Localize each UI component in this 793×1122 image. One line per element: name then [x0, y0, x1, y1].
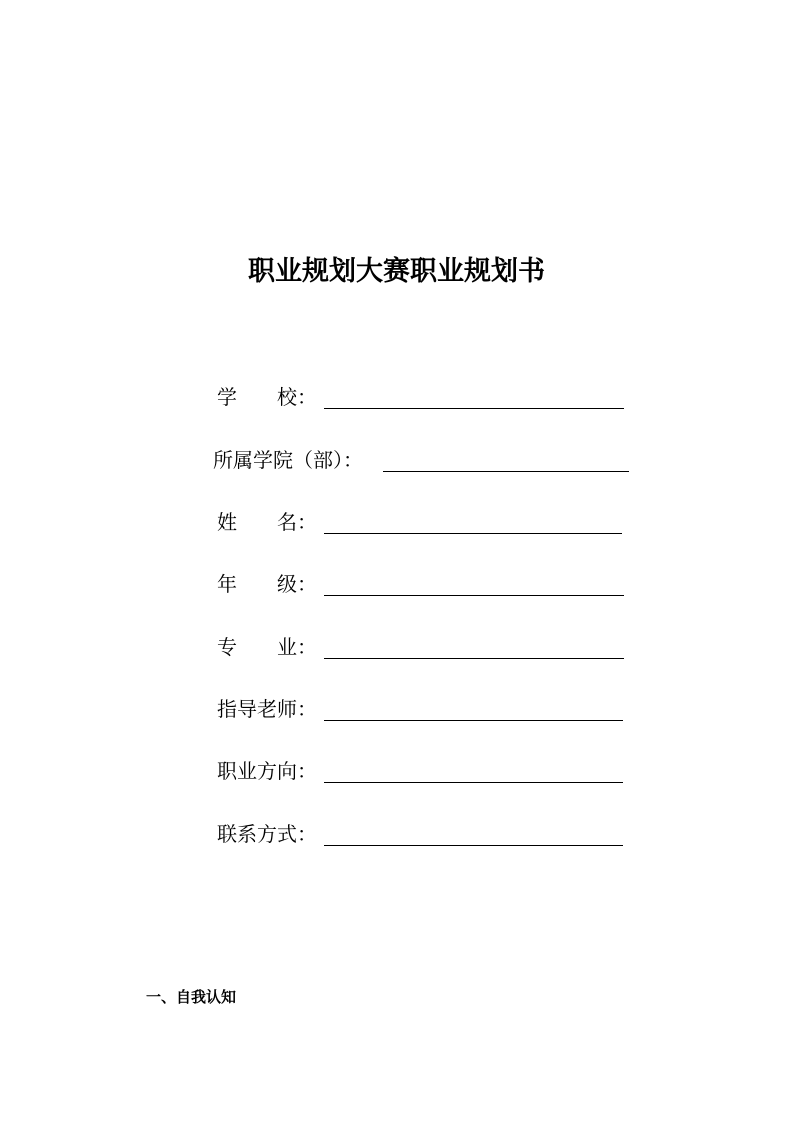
- blank-line: [324, 782, 623, 783]
- field-label: 联系方式：: [217, 822, 317, 846]
- field-label: 姓 名：: [217, 510, 317, 534]
- section-heading-self-awareness: 一、自我认知: [146, 988, 237, 1006]
- blank-line: [383, 471, 629, 472]
- field-career-direction: [217, 757, 627, 785]
- field-grade: [217, 570, 627, 598]
- field-label: 年 级：: [217, 572, 317, 596]
- field-label: 所属学院（部）：: [213, 448, 363, 472]
- document-title: 职业规划大赛职业规划书: [248, 256, 545, 287]
- field-label: 专 业：: [217, 635, 317, 659]
- blank-line: [324, 845, 623, 846]
- field-label: 职业方向：: [217, 759, 317, 783]
- field-label: 学 校：: [217, 385, 317, 409]
- field-major: [217, 633, 627, 661]
- blank-line: [324, 720, 623, 721]
- blank-line: [324, 595, 624, 596]
- field-name: [217, 508, 627, 536]
- field-label: 指导老师：: [217, 697, 317, 721]
- field-college: [213, 446, 633, 474]
- field-school: [217, 383, 627, 411]
- field-advisor: [217, 695, 627, 723]
- blank-line: [324, 658, 624, 659]
- field-contact: [217, 820, 627, 848]
- blank-line: [324, 533, 622, 534]
- blank-line: [324, 408, 624, 409]
